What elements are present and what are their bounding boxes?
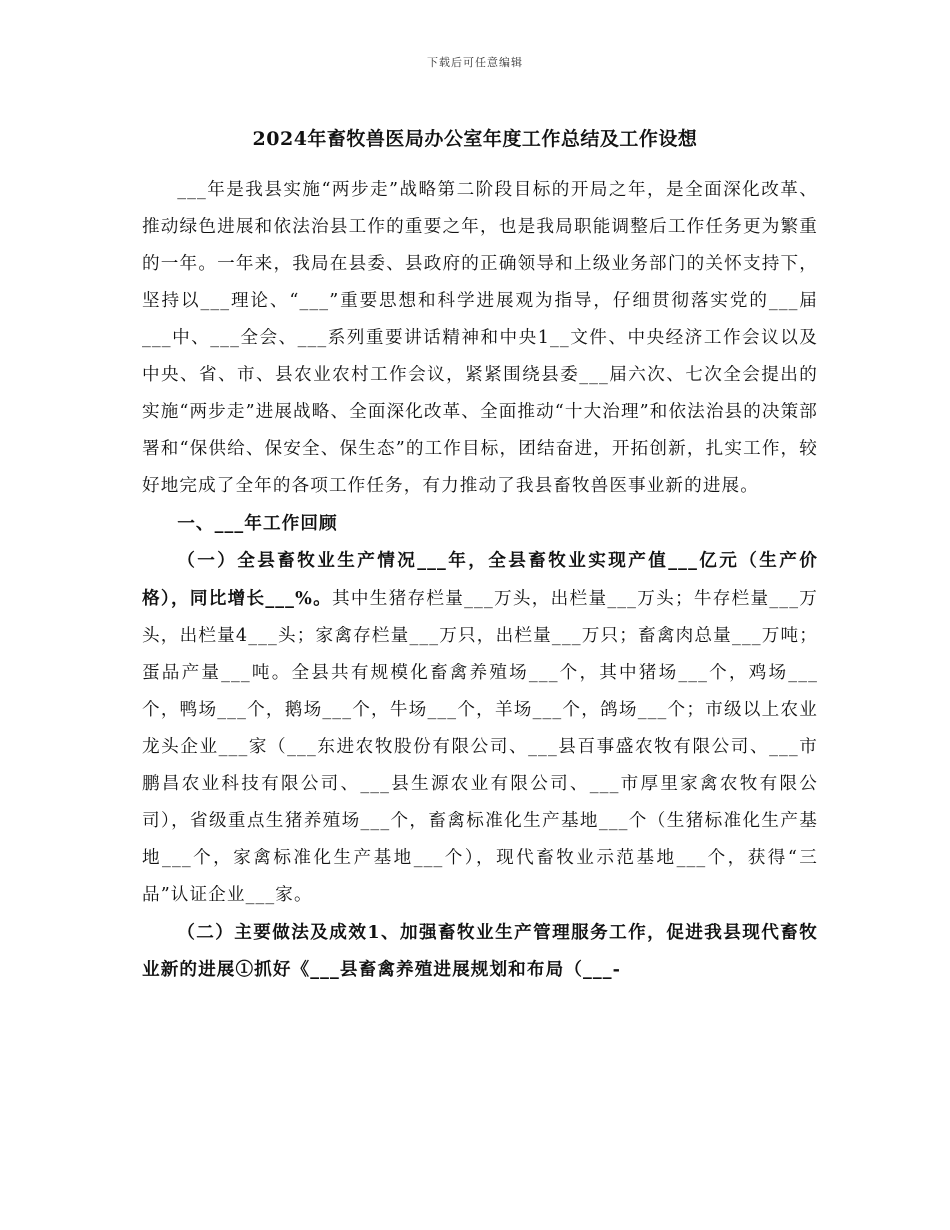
measures-paragraph: （二）主要做法及成效1、加强畜牧业生产管理服务工作，促进我县现代畜牧业新的进展①抓好《___县畜禽养殖进展规划和布局（___- xyxy=(142,922,818,980)
livestock-production-lead: （一）全县畜牧业生产情况___年，全县畜牧业实现产值___亿元（生产价格），同比增长___%。 xyxy=(142,550,818,609)
section-heading-review: 一、___年工作回顾 xyxy=(177,513,338,534)
page-header-note: 下载后可任意编辑 xyxy=(427,56,523,69)
document-title: 2024年畜牧兽医局办公室年度工作总结及工作设想 xyxy=(252,128,698,150)
intro-paragraph: ___年是我县实施“两步走”战略第二阶段目标的开局之年，是全面深化改革、推动绿色进展和依法治县工作的重要之年，也是我局职能调整后工作任务更为繁重的一年。一年来，我局在县委、县政府的正确领导和上级业务部门的关怀支持下，坚持以___理论、“___”重要思想和科学进展观为指导，仔细贯彻落实党的___届___中、___全会、___系列重要讲话精神和中央1__文件、中央经济工作会议以及中央、省、市、县农业农村工作会议，紧紧围绕县委___届六次、七次全会提出的实施“两步走”进展战略、全面深化改革、全面推动“十大治理”和依法治县的决策部署和“保供给、保安全、保生态”的工作目标，团结奋进，开拓创新，扎实工作，较好地完成了全年的各项工作任务，有力推动了我县畜牧兽医事业新的进展。 xyxy=(142,180,818,496)
livestock-production-paragraph xyxy=(142,542,818,914)
livestock-production-detail: 其中生猪存栏量___万头，出栏量___万头；牛存栏量___万头，出栏量4___头；家禽存栏量___万只，出栏量___万只；畜禽肉总量___万吨；蛋品产量___吨。全县共有规模化畜禽养殖场___个，其中猪场___个，鸡场___个，鸭场___个，鹅场___个，牛场___个，羊场___个，鸽场___个；市级以上农业龙头企业___家（___东进农牧股份有限公司、___县百事盛农牧有限公司、___市鹏昌农业科技有限公司、___县生源农业有限公司、___市厚里家禽农牧有限公司），省级重点生猪养殖场___个，畜禽标准化生产基地___个（生猪标准化生产基地___个，家禽标准化生产基地___个），现代畜牧业示范基地___个，获得“三品”认证企业___家。 xyxy=(142,589,818,905)
document-body xyxy=(142,172,818,988)
